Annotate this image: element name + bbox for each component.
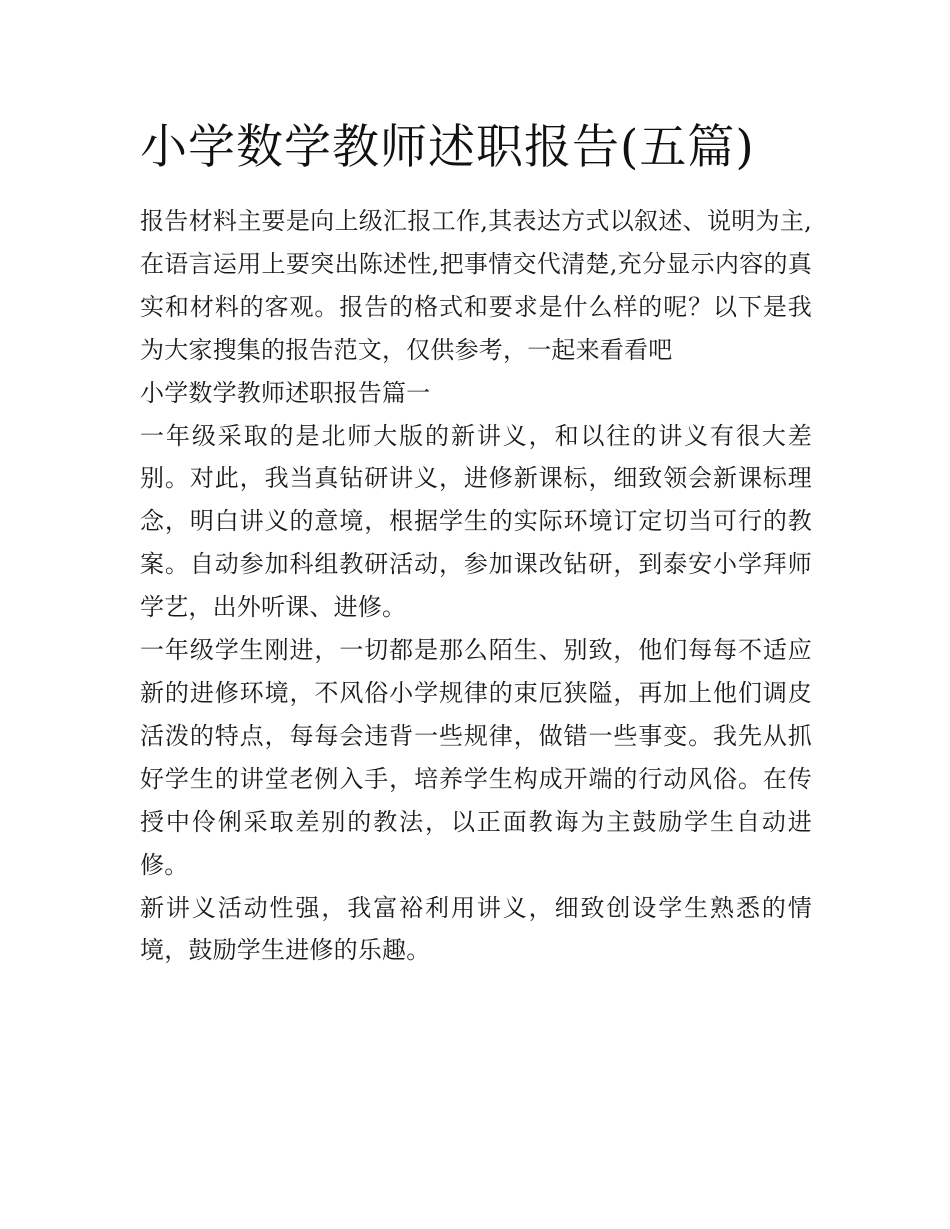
intro-paragraph: 报告材料主要是向上级汇报工作,其表达方式以叙述、说明为主,在语言运用上要突出陈述性,把事情交代清楚,充分显示内容的真实和材料的客观。报告的格式和要求是什么样的呢？以下是我为大家搜集的报告范文，仅供参考，一起来看看吧 [140, 207, 812, 364]
document-body [140, 200, 812, 972]
body-paragraph-2: 一年级学生刚进，一切都是那么陌生、别致，他们每每不适应新的进修环境，不风俗小学规律的束厄狭隘，再加上他们调皮活泼的特点，每每会违背一些规律，做错一些事变。我先从抓好学生的讲堂老例入手，培养学生构成开端的行动风俗。在传授中伶俐采取差别的教法，以正面教诲为主鼓励学生自动进修。 [140, 636, 812, 879]
section-heading: 小学数学教师述职报告篇一 [140, 378, 431, 407]
document-title: 小学数学教师述职报告(五篇) [140, 120, 755, 175]
body-paragraph-3: 新讲义活动性强，我富裕利用讲义，细致创设学生熟悉的情境，鼓励学生进修的乐趣。 [140, 893, 812, 965]
body-paragraph-1: 一年级采取的是北师大版的新讲义，和以往的讲义有很大差别。对此，我当真钻研讲义，进修新课标，细致领会新课标理念，明白讲义的意境，根据学生的实际环境订定切当可行的教案。自动参加科组教研活动，参加课改钻研，到泰安小学拜师学艺，出外听课、进修。 [140, 421, 812, 622]
